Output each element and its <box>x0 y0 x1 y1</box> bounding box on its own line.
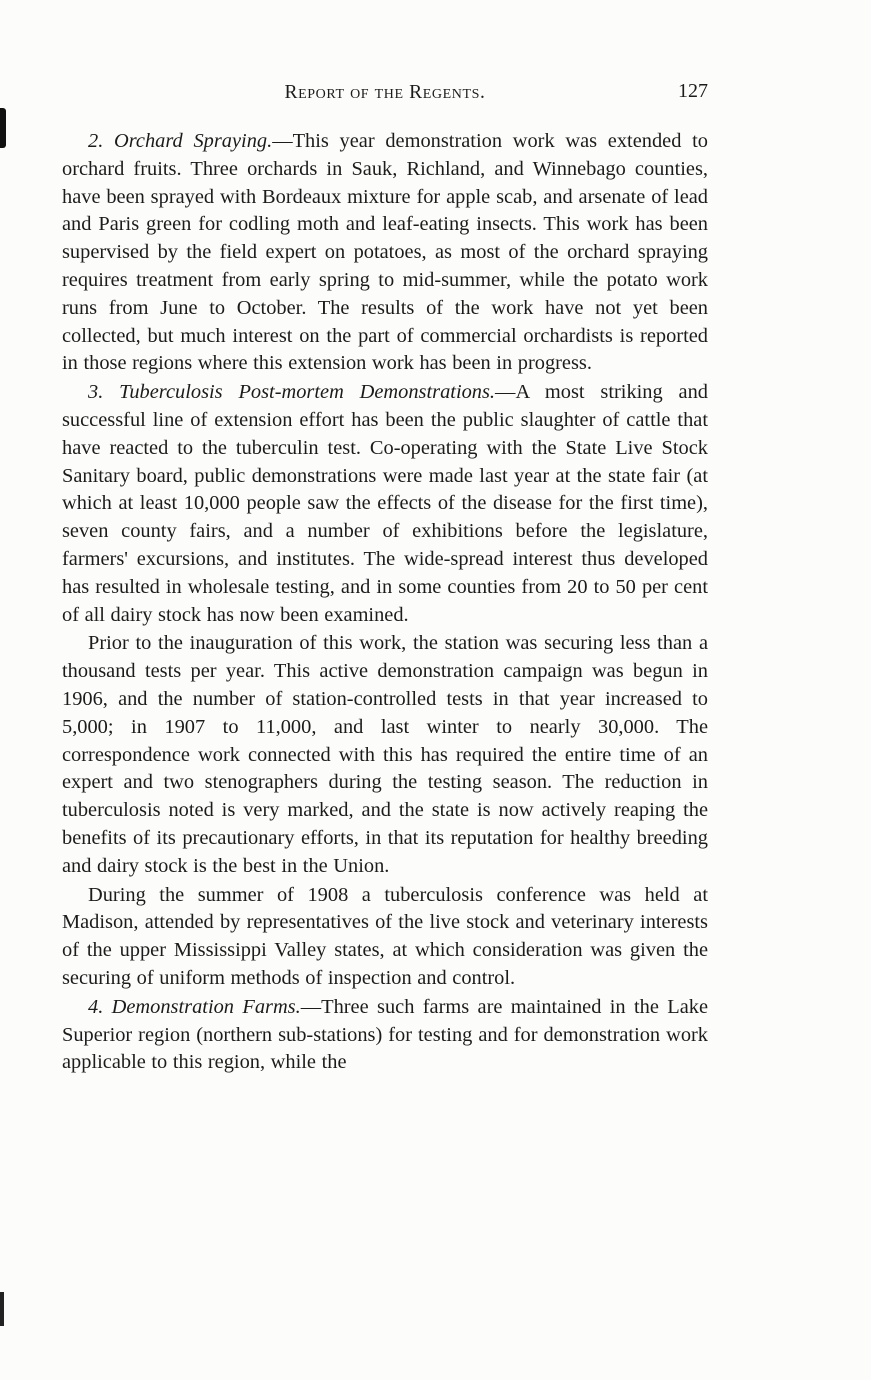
running-head <box>62 78 708 112</box>
paragraph-text: —A most striking and successful line of extension effort has been the public slaughter of cattle that have reacted to the tuberculin test. Co-operating with the State Live Stock Sanitary board, public demonstrations were made last year at the state fair (at which at least 10,000 people saw the effects of the disease for the first time), seven county fairs, and a number of exhibitions before the legislature, farmers' excursions, and institutes. The wide-spread interest thus developed has resulted in wholesale testing, and in some counties from 20 to 50 per cent of all dairy stock has now been examined. <box>62 381 708 626</box>
paragraph-heading: 4. Demonstration Farms. <box>88 995 301 1018</box>
paragraph-conference <box>62 882 708 993</box>
paragraph-text: —This year demonstration work was extended to orchard fruits. Three orchards in Sauk, Richland, and Winnebago counties, have been sprayed with Bordeaux mixture for apple scab, and arsenate of lead and Paris green for codling moth and leaf-eating insects. This work has been supervised by the field expert on potatoes, as most of the orchard spraying requires treatment from early spring to mid-summer, while the potato work runs from June to October. The results of the work have not yet been collected, but much interest on the part of commercial orchardists is reported in those regions where this extension work has been in progress. <box>62 130 708 375</box>
paragraph-text: —Three such farms are maintained in the Lake Superior region (northern sub-stations) for testing and for demonstration work applicable to this region, while the <box>62 995 708 1074</box>
paragraph-heading: 2. Orchard Spraying. <box>88 130 273 152</box>
paragraph-demonstration-farms <box>62 994 708 1077</box>
scan-binding-shadow-bottom <box>0 1292 4 1326</box>
body-text <box>62 128 708 1077</box>
scan-binding-shadow-top <box>0 108 6 148</box>
paragraph-testing-campaign <box>62 630 708 880</box>
paragraph-text: Prior to the inauguration of this work, the station was securing less than a thousand tests per year. This active demonstration campaign was begun in 1906, and the number of station-controlled tests in that year increased to 5,000; in 1907 to 11,000, and last winter to nearly 30,000. The correspondence work connected with this has required the entire time of an expert and two stenographers during the testing season. The reduction in tuberculosis noted is very marked, and the state is now actively reaping the benefits of its precautionary efforts, in that its reputation for healthy breeding and dairy stock is the best in the Union. <box>62 632 708 877</box>
paragraph-orchard-spraying <box>62 128 708 378</box>
paragraph-heading: 3. Tuberculosis Post-mortem Demonstrations. <box>88 381 496 404</box>
page-number: 127 <box>678 80 708 102</box>
paragraph-tuberculosis-demonstrations <box>62 379 708 629</box>
running-head-title: Report of the Regents. <box>284 82 486 103</box>
paragraph-text: During the summer of 1908 a tuberculosis conference was held at Madison, attended by representatives of the live stock and veterinary interests of the upper Mississippi Valley states, at which consideration was given the securing of uniform methods of inspection and control. <box>62 883 708 989</box>
